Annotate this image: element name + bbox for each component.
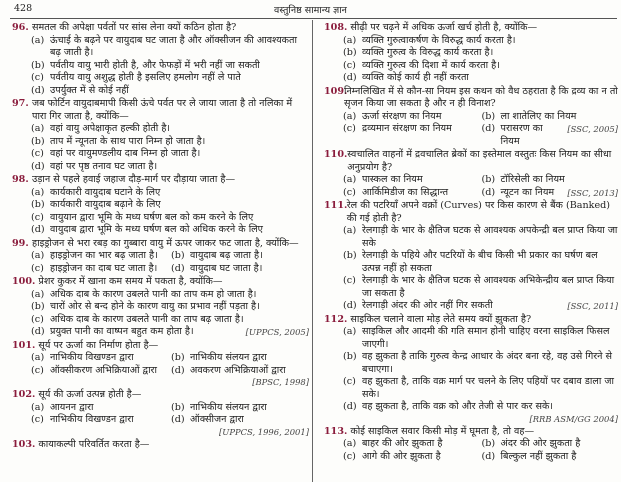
- option: [171, 365, 309, 378]
- option-text: आयनन द्वारा: [50, 401, 94, 413]
- right-column: [324, 22, 618, 464]
- option: [31, 161, 309, 174]
- question-stem: [12, 389, 309, 402]
- option-label: (a): [343, 225, 357, 236]
- option: [482, 438, 619, 451]
- page-header: [0, 2, 621, 17]
- option-label: (c): [31, 262, 44, 274]
- option-text: वायुदाब द्वारा भूमि के मध्य घर्षण बल को अधिक करने के लिए: [50, 224, 263, 235]
- option-text: वह झुकता है, ताकि वक्र को और तेजी से पार कर सके।: [362, 401, 553, 412]
- option-label: (b): [171, 401, 185, 413]
- option-text: आर्किमिडीज का सिद्धान्त: [362, 186, 449, 198]
- option: [31, 414, 169, 427]
- option-text: पर्वतीय वायु भारी होती है, और फेफड़ों में भरी नहीं जा सकती: [50, 59, 260, 71]
- option: [343, 72, 618, 85]
- option-text: द्रव्यमान संरक्षण का नियम: [362, 123, 452, 134]
- option: [31, 326, 309, 339]
- option: [343, 35, 618, 48]
- options: [12, 250, 309, 275]
- exam-source: [UPPCS, 1996, 2001]: [219, 426, 309, 437]
- option: [343, 275, 618, 300]
- question-stem: [324, 200, 618, 225]
- option: [31, 148, 309, 161]
- question-stem: [12, 238, 309, 251]
- question-text: कायाकल्पी परिवर्तित करता है—: [38, 438, 150, 450]
- question-text: कोई साइकिल सवार किसी मोड़ में घूमता है, तो वह—: [350, 425, 535, 437]
- question: [12, 22, 309, 97]
- option: [31, 314, 309, 327]
- option-text: व्यक्ति गुरुत्व की दिशा में कार्य करता है।: [362, 59, 500, 71]
- question-stem: [12, 174, 309, 187]
- option: [31, 123, 309, 136]
- question-number: 101.: [12, 339, 36, 351]
- question: [324, 22, 618, 85]
- option: [343, 351, 618, 376]
- option-text: ताप में न्यूनता के साथ पारा निम्न हो जाता है।: [50, 135, 206, 147]
- exam-source: [RRB ASM/GG 2004]: [529, 413, 618, 424]
- options: [324, 35, 618, 85]
- options: [12, 352, 309, 377]
- option: [482, 123, 619, 148]
- option-text: ऊर्जा संरक्षण का नियम: [362, 110, 442, 122]
- option-label: (d): [31, 326, 45, 337]
- option-label: (d): [171, 262, 185, 274]
- question-number: 112.: [324, 313, 348, 325]
- option: [31, 212, 309, 225]
- header-rule: [10, 18, 617, 19]
- question: [12, 98, 309, 173]
- option-text: रेलगाड़ी के भार के क्षैतिज घटक से आवश्यक अपकेन्द्री बल प्राप्त किया जा सके: [362, 225, 618, 249]
- option-label: (c): [31, 414, 44, 425]
- option-label: (a): [31, 34, 45, 46]
- option-text: हाइड्रोजन का दाब घट जाता है।: [50, 262, 158, 274]
- question-stem: [324, 86, 618, 111]
- option: [31, 289, 309, 302]
- option-text: रेलगाड़ी अंदर की ओर नहीं गिर सकती: [362, 300, 493, 311]
- option-text: व्यक्ति गुरुत्व के विरुद्ध कार्य करता है।: [362, 47, 494, 58]
- option-text: उपर्युक्त में से कोई नहीं: [50, 84, 129, 96]
- question-text: जब फोर्टिन वायुदाबमापी किसी ऊंचे पर्वत पर ले जाया जाता है तो नलिका में पारा गिर जाता है, क्योंकि—: [32, 98, 293, 122]
- option: [31, 60, 309, 73]
- option-label: (a): [31, 123, 45, 134]
- option-text: वह झुकता है ताकि गुरुत्व केन्द्र आधार के अंदर बना रहे, वह उसे गिरने से बचाएगा।: [362, 351, 613, 375]
- option-text: वह झुकता है, ताकि वक्र मार्ग पर चलने के लिए पहियों पर दबाव डाला जा सके।: [362, 376, 614, 400]
- option-text: अधिक दाब के कारण उबलते पानी का ताप कम हो जाता है।: [50, 288, 257, 300]
- option: [343, 326, 618, 351]
- option-text: बिल्कुल नहीं झुकता है: [500, 450, 577, 462]
- option-label: (a): [343, 110, 357, 122]
- option-text: नाभिकीय संलयन द्वारा: [190, 352, 267, 363]
- option-label: (a): [31, 186, 45, 198]
- options: [324, 326, 618, 414]
- question-text: सूर्य की ऊर्जा उत्पन्न होती है—: [38, 389, 142, 400]
- option-label: (b): [31, 199, 45, 210]
- option: [482, 174, 619, 187]
- option-label: (a): [343, 34, 357, 46]
- option-text: वहां पर पृष्ठ तनाव घट जाता है।: [50, 160, 158, 172]
- option-text: नाभिकीय संलयन द्वारा: [190, 401, 267, 413]
- running-title: वस्तुनिष्ठ सामान्य ज्ञान: [274, 5, 347, 16]
- option-text: नाभिकीय विखण्डन द्वारा: [50, 352, 134, 363]
- options: [12, 123, 309, 173]
- question-number: 110.: [324, 149, 348, 160]
- question: [12, 276, 309, 339]
- option: [31, 187, 309, 200]
- question-number: 103.: [12, 438, 36, 450]
- option-label: (a): [31, 401, 45, 413]
- question-number: 108.: [324, 22, 348, 33]
- option-label: (c): [343, 376, 356, 387]
- option-label: (b): [343, 351, 357, 362]
- question-number: 100.: [12, 276, 36, 287]
- option-text: रेलगाड़ी के भार के क्षैतिज घटक से आवश्यक अभिकेन्द्रीय बल प्राप्त किया जा सकता है: [362, 275, 615, 299]
- options: [12, 402, 309, 427]
- options: [12, 35, 309, 98]
- option-text: प्रयुक्त पानी का वाष्पन बहुत कम होता है।: [50, 326, 194, 337]
- option-text: बाहर की ओर झुकता है: [362, 438, 443, 449]
- question-text: सीढ़ी पर चढ़ने में अधिक ऊर्जा खर्च होती है, क्योंकि—: [350, 22, 538, 33]
- question-text: प्रेशर कुकर में खाना कम समय में पकता है, क्योंकि—: [38, 276, 223, 287]
- question-stem: [324, 314, 618, 327]
- question-number: 99.: [12, 237, 29, 249]
- question: [324, 200, 618, 313]
- option: [343, 451, 480, 464]
- exam-source: [UPPCS, 2005]: [245, 327, 309, 337]
- option-label: (d): [343, 401, 357, 412]
- option-label: (a): [31, 288, 45, 300]
- option: [31, 301, 309, 314]
- question-number: 111.: [324, 200, 348, 211]
- option-text: परासरण का नियम: [500, 123, 543, 147]
- option-label: (a): [31, 352, 45, 363]
- question-stem: [12, 340, 309, 353]
- option-text: कार्यकारी वायुदाब बढ़ाने के लिए: [50, 199, 161, 210]
- question-stem: [12, 98, 309, 123]
- exam-source: [SSC, 2011]: [567, 301, 618, 311]
- option-label: (a): [31, 250, 45, 261]
- question: [12, 238, 309, 276]
- option-label: (d): [343, 300, 357, 311]
- column-divider: [312, 20, 313, 482]
- question: [324, 149, 618, 199]
- option-label: (b): [343, 250, 357, 261]
- option-label: (c): [31, 364, 44, 376]
- question-number: 109.: [324, 85, 348, 97]
- question-number: 102.: [12, 389, 36, 400]
- option-text: वायुदाब घट जाता है।: [190, 262, 263, 274]
- option-label: (c): [31, 313, 44, 325]
- exam-source: [SSC, 2005]: [567, 124, 618, 134]
- option: [31, 402, 169, 415]
- option: [171, 263, 309, 276]
- option-text: आगे की ओर झुकता है: [362, 450, 441, 462]
- question: [12, 439, 309, 452]
- option-label: (b): [171, 250, 185, 261]
- option: [482, 451, 619, 464]
- question-text: सूर्य पर ऊर्जा का निर्माण होता है—: [38, 339, 159, 351]
- option-text: ऊंचाई के बढ़ने पर वायुदाब घट जाता है और ऑक्सीजन की आवश्यकता बढ़ जाती है।: [50, 34, 297, 58]
- option: [343, 250, 618, 275]
- option-text: व्यक्ति कोई कार्य ही नहीं करता: [362, 72, 469, 83]
- option-label: (a): [343, 326, 357, 337]
- question-stem: [324, 426, 618, 439]
- question-text: निम्नलिखित में से कौन-सा नियम इस कथन को वैध ठहराता है कि द्रव्य का न तो सृजन किया जा सकता है और न ही विनाश?: [344, 85, 618, 109]
- option: [343, 47, 618, 60]
- option-text: ऑक्सीजन द्वारा: [190, 414, 244, 425]
- option-text: रेलगाड़ी के पहिये और पटरियों के बीच किसी भी प्रकार का घर्षण बल उत्पन्न नहीं हो सकता: [362, 250, 598, 274]
- option: [482, 187, 619, 200]
- options: [324, 174, 618, 199]
- option-text: ला शातेलिए का नियम: [500, 110, 577, 122]
- option: [171, 250, 309, 263]
- option-text: टॉरिसेली का नियम: [500, 174, 565, 185]
- option: [31, 85, 309, 98]
- question-number: 98.: [12, 174, 29, 185]
- option-label: (c): [343, 59, 356, 71]
- option-text: कार्यकारी वायुदाब घटाने के लिए: [50, 186, 161, 198]
- option: [31, 365, 169, 378]
- option: [171, 352, 309, 365]
- option-text: वायुदाब बढ़ जाता है।: [190, 250, 263, 261]
- question-text: साइकिल चलाने वाला मोड़ लेते समय क्यों झुकता है?: [350, 313, 532, 325]
- question-text: रेल की पटरियाँ अपने वक्रों (Curves) पर किस कारण से बैंक (Banked) की गई होती है?: [346, 200, 611, 224]
- exam-source: [SSC, 2013]: [567, 187, 618, 198]
- question: [324, 314, 618, 425]
- option: [343, 401, 618, 414]
- option: [482, 111, 619, 124]
- option: [31, 224, 309, 237]
- option-label: (b): [31, 59, 45, 71]
- option: [343, 438, 480, 451]
- options: [324, 438, 618, 463]
- exam-source: [BPSC, 1998]: [252, 377, 309, 387]
- question-text: स्वचालित वाहनों में द्रवचालित ब्रेकों का इस्तेमाल वस्तुतः किस नियम का सीधा अनुप्रयोग है?: [347, 149, 612, 173]
- option-text: अधिक दाब के कारण उबलते पानी का ताप बढ़ जाता है।: [50, 313, 244, 325]
- option: [343, 376, 618, 401]
- question-number: 96.: [12, 22, 29, 33]
- question-number: 97.: [12, 98, 29, 109]
- option-text: चारों ओर से बन्द होने के कारण वायु का प्रभाव नहीं पड़ता है।: [50, 301, 260, 312]
- option: [343, 123, 480, 148]
- option-text: अंदर की ओर झुकता है: [500, 438, 581, 449]
- option-text: अवकरण अभिक्रियाओं द्वारा: [190, 364, 286, 376]
- option: [343, 111, 480, 124]
- question-stem: [12, 22, 309, 35]
- option-label: (d): [31, 160, 45, 172]
- question: [12, 389, 309, 438]
- option-text: नाभिकीय विखण्डन द्वारा: [50, 414, 134, 425]
- option-label: (c): [31, 211, 44, 223]
- option-label: (b): [31, 135, 45, 147]
- option: [343, 300, 618, 313]
- question-stem: [324, 149, 618, 174]
- option: [171, 402, 309, 415]
- option-text: पास्कल का नियम: [362, 174, 423, 185]
- option-label: (d): [31, 84, 45, 96]
- option-label: (b): [343, 47, 357, 58]
- question-text: उड़ान से पहले हवाई जहाज दौड़-मार्ग पर दौड़ाया जाता है—: [32, 174, 236, 185]
- option-label: (a): [343, 438, 357, 449]
- option-text: हाइड्रोजन का भार बढ़ जाता है।: [50, 250, 158, 261]
- options: [324, 225, 618, 313]
- option-label: (c): [343, 450, 356, 462]
- option: [343, 187, 480, 200]
- option: [31, 72, 309, 85]
- option-label: (b): [481, 438, 496, 449]
- option-text: वहां पर वायुमण्डलीय दाब निम्न हो जाता है।: [50, 148, 201, 159]
- option-label: (d): [343, 72, 357, 83]
- option-label: (c): [31, 72, 44, 83]
- option-text: पर्वतीय वायु अशुद्ध होती है इसलिए हमलोग नहीं ले पाते: [50, 72, 241, 83]
- option-text: वहां वायु अपेक्षाकृत हल्की होती है।: [50, 123, 171, 134]
- option-text: न्यूटन का नियम: [500, 186, 555, 198]
- option: [31, 136, 309, 149]
- option: [31, 250, 169, 263]
- option-label: (d): [171, 364, 185, 376]
- option: [31, 35, 309, 60]
- question: [12, 174, 309, 237]
- question-text: हाइड्रोजन से भरा रबड़ का गुब्बारा वायु में ऊपर जाकर फट जाता है, क्योंकि—: [32, 237, 299, 249]
- option-label: (d): [171, 414, 185, 425]
- option: [343, 60, 618, 73]
- option-label: (c): [31, 148, 44, 159]
- question: [12, 340, 309, 389]
- question-text: समतल की अपेक्षा पर्वतों पर सांस लेना क्यों कठिन होता है?: [32, 22, 237, 33]
- option-label: (b): [481, 110, 496, 122]
- option-label: (d): [481, 186, 496, 198]
- option-text: ऑक्सीकरण अभिक्रियाओं द्वारा: [50, 364, 157, 376]
- option-text: वायुयान द्वारा भूमि के मध्य घर्षण बल को कम करने के लिए: [50, 211, 254, 223]
- question-stem: [12, 276, 309, 289]
- option-label: (d): [31, 224, 45, 235]
- options: [324, 111, 618, 149]
- option-label: (c): [343, 275, 356, 286]
- option-text: व्यक्ति गुरुत्वाकर्षण के विरुद्ध कार्य करता है।: [362, 34, 516, 46]
- option-label: (d): [481, 123, 496, 134]
- question: [324, 426, 618, 464]
- question-stem: [12, 439, 309, 452]
- options: [12, 289, 309, 339]
- option-label: (c): [343, 123, 356, 134]
- option: [171, 414, 309, 427]
- option: [31, 263, 169, 276]
- option: [343, 174, 480, 187]
- option-label: (b): [481, 174, 496, 185]
- option-text: साइकिल और आदमी की गति समान होनी चाहिए वरना साइकिल फिसल जाएगी।: [362, 326, 610, 350]
- question-stem: [324, 22, 618, 35]
- question-number: 113.: [324, 425, 348, 437]
- option-label: (d): [481, 450, 496, 462]
- option-label: (a): [343, 174, 357, 185]
- page-number: 428: [14, 3, 33, 14]
- option: [343, 225, 618, 250]
- option-label: (c): [343, 186, 356, 198]
- option-label: (b): [31, 301, 45, 312]
- left-column: [12, 22, 309, 452]
- question: [324, 86, 618, 149]
- option: [31, 352, 169, 365]
- option-label: (b): [171, 352, 185, 363]
- options: [12, 187, 309, 237]
- option: [31, 199, 309, 212]
